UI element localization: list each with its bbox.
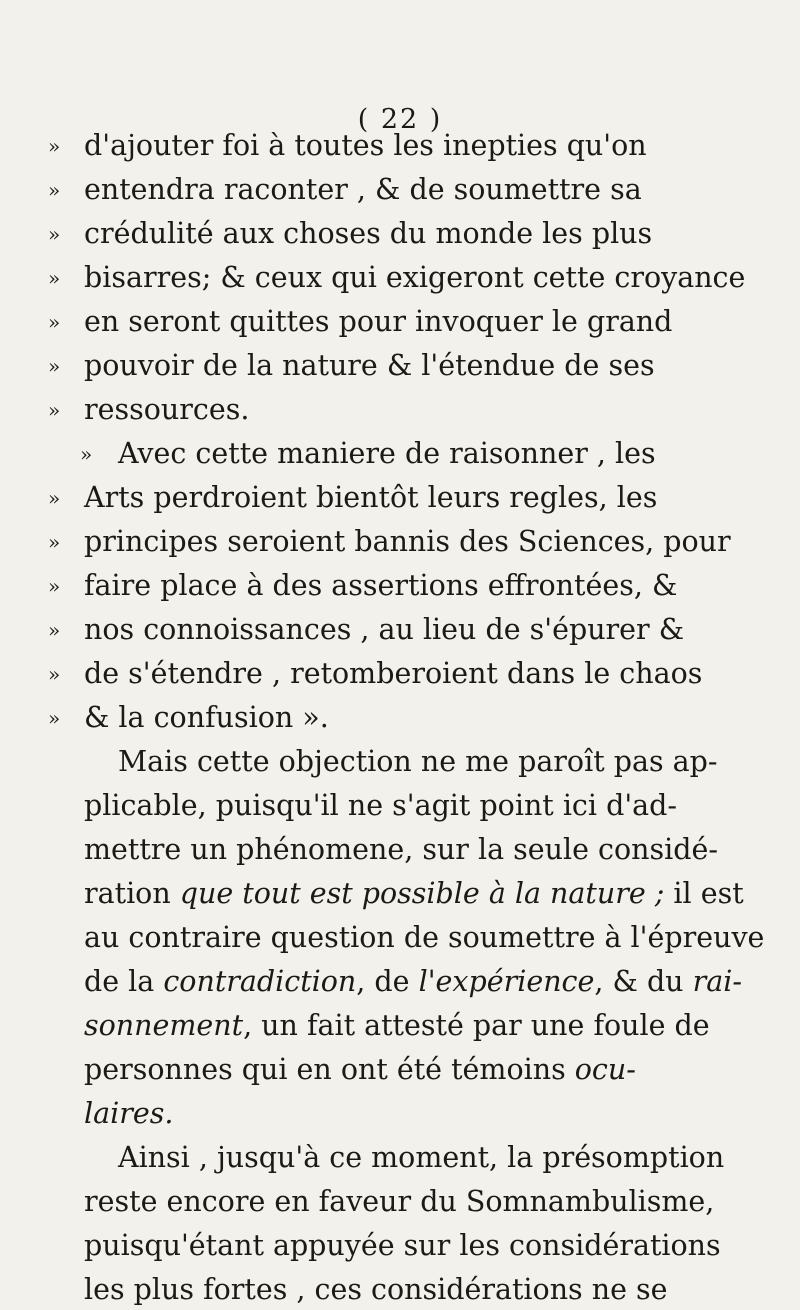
line-text: nos connoissances , au lieu de s'épurer &	[84, 613, 685, 646]
quote-mark: »	[48, 354, 59, 378]
page-number: ( 22 )	[357, 104, 443, 135]
line-text	[84, 962, 742, 1002]
line-text	[84, 1094, 173, 1134]
text-run: ration	[84, 877, 180, 910]
italic-run: laires.	[84, 1097, 174, 1130]
text-run: il est	[664, 877, 744, 910]
quote-mark: »	[48, 662, 59, 686]
line-text: de s'étendre , retomberoient dans le chaos	[84, 657, 703, 690]
line-text: en seront quittes pour invoquer le grand	[84, 305, 673, 338]
line-text: principes seroient bannis des Sciences, pour	[84, 525, 731, 558]
quote-mark: »	[48, 398, 59, 422]
line-text: & la confusion ».	[84, 701, 329, 734]
line-text: mettre un phénomene, sur la seule considé-	[84, 833, 718, 866]
quote-mark: »	[48, 222, 59, 246]
quote-mark: »	[80, 442, 91, 466]
quote-mark: »	[48, 486, 59, 510]
line-text	[84, 1050, 636, 1090]
line-text: puisqu'étant appuyée sur les considérations	[84, 1229, 721, 1262]
quote-mark: »	[48, 134, 59, 158]
quote-mark: »	[48, 178, 59, 202]
line-text: Arts perdroient bientôt leurs regles, les	[84, 481, 658, 514]
line-text: plicable, puisqu'il ne s'agit point ici d'ad-	[84, 789, 678, 822]
line-text: les plus fortes , ces considérations ne se	[84, 1273, 668, 1306]
line-text: ressources.	[84, 393, 250, 426]
line-text	[84, 1006, 710, 1046]
line-text: bisarres; & ceux qui exigeront cette croyance	[84, 261, 746, 294]
quote-mark: »	[48, 618, 59, 642]
line-text: reste encore en faveur du Somnambulisme,	[84, 1185, 715, 1218]
line-text: au contraire question de soumettre à l'épreuve	[84, 921, 765, 954]
line-text: d'ajouter foi à toutes les inepties qu'on	[84, 129, 647, 162]
italic-run: que tout est possible à la nature ;	[179, 877, 665, 910]
text-run: de la	[84, 965, 164, 998]
quote-mark: »	[48, 574, 59, 598]
italic-run: l'expérience	[418, 965, 595, 998]
quote-mark: »	[48, 266, 59, 290]
line-text: crédulité aux choses du monde les plus	[84, 217, 653, 250]
quote-mark: »	[48, 706, 59, 730]
quote-mark: »	[48, 530, 59, 554]
line-text	[84, 874, 744, 914]
italic-run: rai-	[692, 965, 742, 998]
line-text: pouvoir de la nature & l'étendue de ses	[84, 349, 655, 382]
italic-run: ocu-	[574, 1053, 636, 1086]
quote-mark: »	[48, 310, 59, 334]
line-text: Ainsi , jusqu'à ce moment, la présomption	[118, 1141, 725, 1174]
italic-run: sonnement	[84, 1009, 244, 1042]
text-run: personnes qui en ont été témoins	[84, 1053, 575, 1086]
line-text: entendra raconter , & de soumettre sa	[84, 173, 642, 206]
line-text: Mais cette objection ne me paroît pas ap-	[118, 745, 718, 778]
line-text: Avec cette maniere de raisonner , les	[118, 437, 656, 470]
italic-run: contradiction	[163, 965, 357, 998]
text-run: , & du	[594, 965, 693, 998]
text-run: , un fait attesté par une foule de	[243, 1009, 710, 1042]
text-run: , de	[356, 965, 419, 998]
line-text: faire place à des assertions effrontées, &	[84, 569, 678, 602]
